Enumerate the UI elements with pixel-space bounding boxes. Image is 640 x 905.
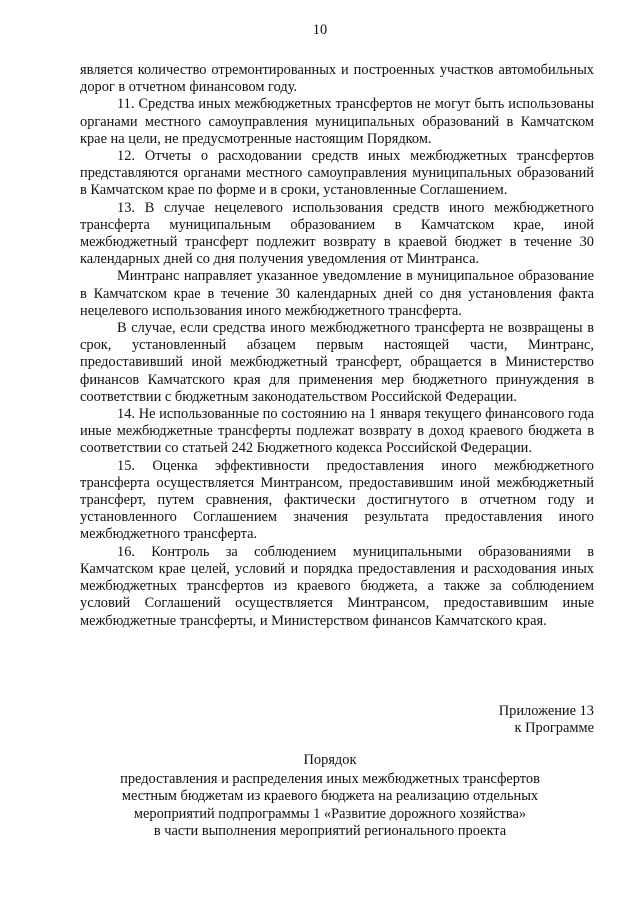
paragraph: является количество отремонтированных и построенных участков автомобильных дорог в отчетном финансовом году. — [80, 62, 594, 96]
order-title-line: предоставления и распределения иных межбюджетных трансфертов — [120, 771, 540, 788]
appendix-program: к Программе — [514, 720, 594, 737]
paragraph-11: 11. Средства иных межбюджетных трансфертов не могут быть использованы органами местного самоуправления муниципальных образований в Камчатском крае на цели, не предусмотренные настоящим Порядком. — [80, 96, 594, 147]
order-title-line: в части выполнения мероприятий регионального проекта — [153, 822, 507, 839]
appendix-number: Приложение 13 — [498, 703, 594, 719]
paragraph-13-refund: В случае, если средства иного межбюджетного трансферта не возвращены в срок, установленный абзацем первым настоящей части, Минтранс, предоставивший иной межбюджетный трансферт, обращается в Министерство финансов Камчатского края для применения мер бюджетного принуждения в соответствии с бюджетным законодательством Российской Федерации. — [80, 320, 594, 405]
order-title-block — [60, 752, 600, 840]
page-number: 10 — [312, 22, 328, 38]
paragraph-16: 16. Контроль за соблюдением муниципальными образованиями в Камчатском крае целей, условий и порядка предоставления и расходования иных межбюджетных трансфертов из краевого бюджета, а также за соблюдением условий Соглашений осуществляется Минтрансом, предоставившим иные межбюджетные трансферты, и Министерством финансов Камчатского края. — [80, 543, 594, 629]
paragraph-13: 13. В случае нецелевого использования средств иного межбюджетного трансферта муниципальным образованием в Камчатском крае, иной межбюджетный трансферт подлежит возврату в краевой бюджет в течение 30 календарных дней со дня получения уведомления от Минтранса. — [80, 199, 594, 268]
paragraph-13-notice: Минтранс направляет указанное уведомление в муниципальное образование в Камчатском крае в течение 30 календарных дней со дня установления факта нецелевого использования иного межбюджетного трансферта. — [80, 268, 594, 319]
order-heading: Порядок — [303, 752, 357, 768]
order-title-line: мероприятий подпрограммы 1 «Развитие дорожного хозяйства» — [133, 805, 527, 822]
paragraph-14: 14. Не использованные по состоянию на 1 января текущего финансового года иные межбюджетные трансферты подлежат возврату в доход краевого бюджета в соответствии со статьей 242 Бюджетного кодекса Российской Федерации. — [80, 406, 594, 457]
paragraph-12: 12. Отчеты о расходовании средств иных межбюджетных трансфертов представляются органами местного самоуправления муниципальных образований в Камчатском крае по форме и в сроки, установленные Соглашением. — [80, 148, 594, 199]
document-body — [80, 62, 594, 630]
appendix-reference — [499, 703, 594, 737]
order-title-line: местным бюджетам из краевого бюджета на реализацию отдельных — [121, 788, 539, 805]
paragraph-15: 15. Оценка эффективности предоставления иного межбюджетного трансферта осуществляется Минтрансом, предоставившим иной межбюджетный трансферт, путем сравнения, фактически достигнутого в отчетном году и установленного Соглашением значения результата предоставления иного межбюджетного трансферта. — [80, 457, 594, 543]
